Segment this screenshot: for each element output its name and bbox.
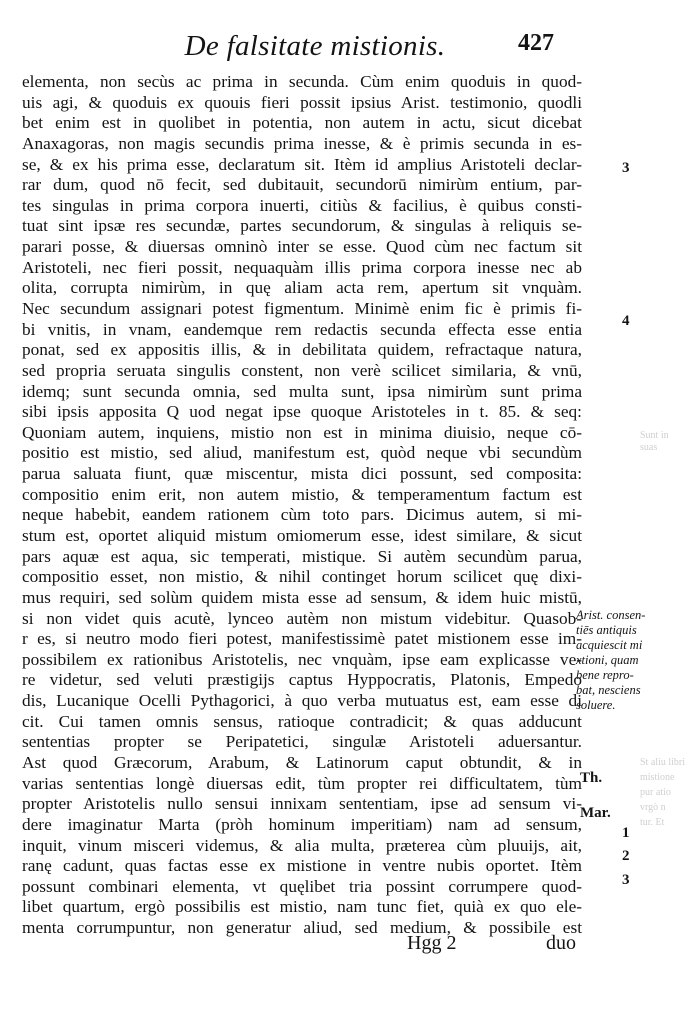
gloss-line: Arist. consen- [576,608,646,622]
text-line: bi vnitis, in vnam, eandemque rem redactis secunda effecta esse entia [22,319,582,339]
signature-mark: Hgg 2 [407,932,457,954]
text-line: mus requiri, sed solùm quidem mista esse ad sensum, & idem huic mistū, [22,587,582,607]
text-line: Aristoteli, nec fieri possit, nequaquàm illis prima corpora inesse nec ab [22,257,582,277]
gloss-line: acquiescit mi [576,638,643,652]
margin-number-3: 3 [622,160,630,176]
show-through-text: vrgò n [640,802,666,813]
text-line: tuat sint ipsæ res secundæ, partes secundorum, & singulas à reliquis se- [22,216,582,236]
text-line: libet quartum, ergò possibilis est mistio, nam tunc fiet, quià ex quo ele- [22,897,582,917]
text-line: propter Aristotelis nullo sensui innixam sententiam, ipse ad sensum vi- [22,794,582,814]
text-line: cit. Cui tamen omnis sensus, ratioque contradicit; & quas adducunt [22,711,582,731]
text-line: parua saluata fiunt, quæ miscentur, mista dici possunt, sed composita: [22,464,582,483]
text-line: menta corrumpuntur, non generatur aliud, sed medium, & possibile est [22,918,582,937]
text-line: neque habebit, eandem rationem cùm toto pars. Dicimus autem, si mi- [22,505,582,525]
text-line: sed propria seruata singulis constent, non verè scilicet similaria, & vnū, [22,360,582,380]
text-line: re videtur, sed veluti præstigijs captus Hyppocratis, Platonis, Empedo [22,670,582,690]
text-line: possunt combinari elementa, vt quęlibet tria possint corrumpere quod- [22,876,582,896]
show-through-text: suas [640,442,658,453]
text-line: dere imaginatur Marta (pròh hominum imperitiam) nam ad sensum, [22,814,582,834]
text-line: sententias propter se Peripatetici, singulæ Aristoteli aduersantur. [22,732,582,752]
text-line: positio est mistio, sed aliud, manifestum est, quòd neque vbi secundùm [22,443,582,463]
show-through-text: mistione [640,772,675,783]
text-line: r es, si neutro modo fieri potest, manifestissimè patet mistionem esse im- [22,629,582,649]
text-line: inquit, vinum misceri videmus, & alia multa, præterea cùm pluuijs, ait, [22,835,582,855]
margin-number-4: 4 [622,313,630,329]
show-through-text: St aliu libri [640,757,685,768]
margin-number-3-bottom: 3 [622,872,630,888]
text-line: tes singulas in prima corpora inuerti, citiùs & facilius, è quibus consti- [22,195,582,215]
text-line: Quoniam autem, inquiens, mistio non est in minima diuisio, neque cō- [22,422,582,442]
margin-gloss [576,608,686,713]
margin-mark-th: Th. [580,770,603,786]
gloss-line: soluere. [576,698,616,712]
text-line: Ast quod Græcorum, Arabum, & Latinorum caput obtundit, & in [22,752,582,772]
text-line: stum est, oportet aliquid mistum omiomerum esse, idest similare, & sicut [22,526,582,545]
gloss-line: xtioni, quam [576,653,639,667]
show-through-text: pur atio [640,787,671,798]
text-line: dis, Lucanique Ocelli Pythagorici, à quo verba mutuatus est, eam esse di [22,691,582,710]
margin-mark-mar: Mar. [580,805,611,821]
text-line: idemq; sunt secunda omnia, sed multa sunt, ipsa nimirùm sunt prima [22,381,582,401]
gloss-line: bat, nesciens [576,683,641,697]
text-line: compositio enim erit, non autem mistio, & temperamentum factum est [22,484,582,504]
text-line: olita, corrupta nimirùm, in quę aliam acta rem, apertum sit vnquàm. [22,278,582,298]
text-line: Anaxagoras, non magis secundis prima inesse, & è primis secunda in es- [22,133,582,153]
text-line: parari posse, & diuersas omninò inter se esse. Quod cùm nec factum sit [22,237,582,257]
margin-number-1: 1 [622,825,630,841]
gloss-line: bene repro- [576,668,634,682]
text-line: rar dum, quod nō fecit, sed dubitauit, secundorū nimirùm entium, par- [22,175,582,195]
margin-number-2: 2 [622,848,630,864]
text-line: ponat, sed ex appositis illis, & in debilitata quidem, refractaque natura, [22,340,582,360]
catchword: duo [546,932,576,954]
text-line: ranę cadunt, quas factas esse ex mistione in ventre nubis oportet. Itèm [22,856,582,876]
text-line: varias sententias longè diuersas edit, tùm propter rei difficultatem, tùm [22,773,582,793]
text-line: bet enim est in quolibet in potentia, non autem in actu, sicut dicebat [22,113,582,133]
text-line: si non videt quis acutè, lynceo autèm non mistum videbitur. Quasob- [22,608,582,628]
page-number: 427 [518,30,554,56]
text-line: sibi ipsis apposita Q uod negat ipse quoque Aristoteles in t. 85. & seq: [22,402,582,422]
gloss-line: tiēs antiquis [576,623,637,637]
show-through-text: Sunt in [640,430,669,441]
show-through-text: tur. Et [640,817,665,828]
text-line: pars aquæ est aqua, sic temperati, mistique. Si autèm secundùm parua, [22,546,582,566]
running-title: De falsitate mistionis. [184,30,446,62]
text-line: elementa, non secùs ac prima in secunda. Cùm enim quoduis in quod- [22,72,582,91]
text-line: se, & ex his prima esse, declaratum sit. Itèm id amplius Aristoteli declar- [22,154,582,174]
text-line: compositio esset, non mistio, & nihil continget horum scilicet quę dixi- [22,567,582,587]
text-line: possibilem ex rationibus Aristotelis, nec vnquàm, ipse eam explicasse ve- [22,649,582,669]
text-line: Nec secundum assignari potest figmentum. Minimè enim fic è primis fi- [22,299,582,318]
text-line: uis agi, & quoduis ex quouis fieri possit ipsius Arist. testimonio, quodli [22,92,582,112]
